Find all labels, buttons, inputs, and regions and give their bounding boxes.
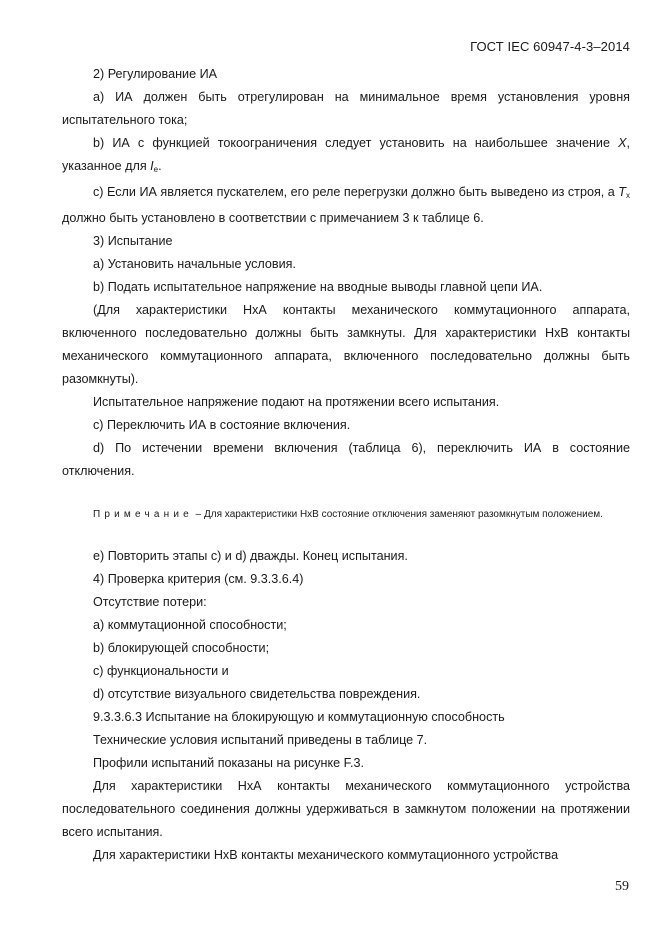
- section-heading: 9.3.3.6.3 Испытание на блокирующую и коммутационную способность: [93, 710, 505, 724]
- paragraph: Испытательное напряжение подают на протяжении всего испытания.: [93, 395, 500, 409]
- paragraph: e) Повторить этапы c) и d) дважды. Конец испытания.: [93, 549, 408, 563]
- paragraph: Профили испытаний показаны на рисунке F.3.: [93, 756, 364, 770]
- note-label: Примечание: [93, 509, 193, 520]
- paragraph: a) ИА должен быть отрегулирован на минимальное время установления уровня испытательного тока;: [62, 90, 630, 127]
- paragraph: a) коммутационной способности;: [93, 618, 287, 632]
- paragraph: c) функциональности и: [93, 664, 229, 678]
- paragraph: (Для характеристики НхА контакты механического коммутационного аппарата, включенного последовательно должны быть замкнуты. Для характеристики НхВ контакты механического коммутационного аппарата, включенного последовательно должны быть разомкнуты).: [62, 303, 630, 386]
- paragraph: 2) Регулирование ИА: [93, 67, 218, 81]
- paragraph: Для характеристики НхА контакты механического коммутационного устройства последовательного соединения должны удерживаться в замкнутом положении на протяжении всего испытания.: [62, 779, 630, 839]
- paragraph: Технические условия испытаний приведены в таблице 7.: [93, 733, 428, 747]
- document-body: [62, 63, 630, 867]
- paragraph: b) Подать испытательное напряжение на вводные выводы главной цепи ИА.: [93, 280, 543, 294]
- page-number: 59: [615, 879, 629, 894]
- paragraph: d) По истечении времени включения (таблица 6), переключить ИА в состояние отключения.: [62, 441, 630, 478]
- paragraph: Отсутствие потери:: [93, 595, 207, 609]
- paragraph: b) блокирующей способности;: [93, 641, 270, 655]
- paragraph: c) Если ИА является пускателем, его реле перегрузки должно быть выведено из строя, а $T_x$ должно быть установлено в соответствии с примечанием 3 к таблице 6.: [62, 185, 630, 225]
- standard-header: ГОСТ IEC 60947-4-3–2014: [470, 39, 630, 54]
- paragraph: a) Установить начальные условия.: [93, 257, 296, 271]
- paragraph: 4) Проверка критерия (см. 9.3.3.6.4): [93, 572, 304, 586]
- paragraph: b) ИА с функцией токоограничения следует установить на наибольшее значение X, указанное для $I_e$.: [62, 136, 630, 174]
- paragraph: 3) Испытание: [93, 234, 173, 248]
- paragraph: c) Переключить ИА в состояние включения.: [93, 418, 351, 432]
- paragraph: Для характеристики НхВ контакты механического коммутационного устройства: [93, 848, 559, 862]
- paragraph: d) отсутствие визуального свидетельства повреждения.: [93, 687, 421, 701]
- note-text: – Для характеристики НхВ состояние отключения заменяют разомкнутым положением.: [192, 509, 603, 520]
- note: [62, 505, 630, 525]
